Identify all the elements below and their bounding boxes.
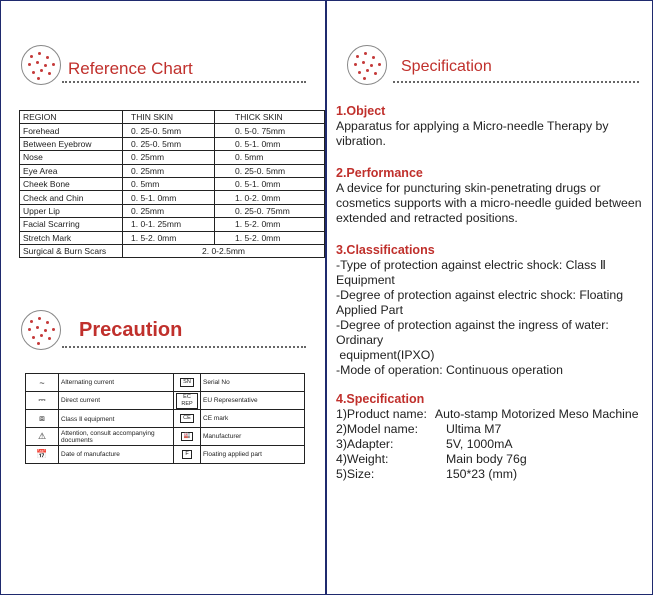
spec-key: 5)Size:	[336, 467, 375, 481]
symbol-table	[25, 373, 305, 464]
region-cell: Between Eyebrow	[20, 137, 123, 150]
spec-value: Auto-stamp Motorized Meso Machine	[434, 407, 639, 421]
symbol-box-label: 🏭	[181, 432, 194, 441]
table-row	[20, 177, 325, 190]
symbol-box-label: F	[182, 450, 191, 459]
reference-chart-title: Reference Chart	[68, 59, 193, 78]
symbol-label: Manufacturer	[201, 428, 305, 446]
thick-skin-cell: 1. 5-2. 0mm	[215, 218, 325, 231]
object-text: Apparatus for applying a Micro-needle Therapy by vibration.	[336, 119, 609, 148]
thin-skin-cell: 0. 5-1. 0mm	[123, 191, 215, 204]
performance-text: A device for puncturing skin-penetrating drugs or cosmetics supports with a micro-needle guided between extended and retracted positions.	[336, 181, 642, 225]
symbol-box-label: SN	[180, 378, 194, 387]
table-row	[20, 164, 325, 177]
thick-skin-cell: 0. 5-0. 75mm	[215, 124, 325, 137]
thick-skin-cell: 0. 25-0. 75mm	[215, 204, 325, 217]
thin-skin-cell: 1. 5-2. 0mm	[123, 231, 215, 244]
table-header-row	[20, 111, 325, 124]
symbol-label: Attention, consult accompanying documents	[59, 428, 174, 446]
spec-row	[336, 452, 646, 467]
symbol-label: Date of manufacture	[59, 446, 174, 464]
table-row	[20, 231, 325, 244]
region-cell: Eye Area	[20, 164, 123, 177]
symbol-icon	[174, 428, 201, 446]
table-row	[20, 137, 325, 150]
spec-value: Ultima M7	[446, 422, 502, 436]
spec-row	[336, 467, 646, 482]
table-row	[20, 124, 325, 137]
microneedle-dots-icon	[21, 310, 61, 350]
region-cell: Forehead	[20, 124, 123, 137]
symbol-icon: ⎓	[26, 392, 59, 410]
specification-heading: 4.Specification	[336, 392, 425, 406]
thin-skin-cell: 0. 5mm	[123, 177, 215, 190]
reference-table	[19, 110, 325, 258]
region-cell: Check and Chin	[20, 191, 123, 204]
symbol-label: EU Representative	[201, 392, 305, 410]
table-row	[20, 151, 325, 164]
spec-row	[336, 422, 646, 437]
thick-skin-cell: 1. 5-2. 0mm	[215, 231, 325, 244]
spec-key: 2)Model name:	[336, 422, 419, 436]
symbol-label: Class Ⅱ equipment	[59, 410, 174, 428]
header-cell: THICK SKIN	[215, 111, 325, 124]
object-heading: 1.Object	[336, 104, 386, 118]
symbol-row	[26, 374, 305, 392]
symbol-row	[26, 410, 305, 428]
symbol-label: Direct current	[59, 392, 174, 410]
class-line: -Type of protection against electric shock: Class Ⅱ Equipment	[336, 258, 606, 287]
spec-row	[336, 437, 646, 452]
region-cell: Upper Lip	[20, 204, 123, 217]
symbol-label: CE mark	[201, 410, 305, 428]
spec-value: 150*23 (mm)	[446, 467, 518, 481]
symbol-icon	[174, 392, 201, 410]
region-cell: Cheek Bone	[20, 177, 123, 190]
symbol-row	[26, 392, 305, 410]
classifications-section	[336, 243, 646, 378]
symbol-icon	[174, 410, 201, 428]
thick-skin-cell: 0. 5-1. 0mm	[215, 137, 325, 150]
symbol-icon	[174, 446, 201, 464]
symbol-box-label: CE	[180, 414, 194, 423]
thin-skin-cell: 0. 25mm	[123, 164, 215, 177]
symbol-icon: ~	[26, 374, 59, 392]
thick-skin-cell: 0. 25-0. 5mm	[215, 164, 325, 177]
symbol-icon: ⚠	[26, 428, 59, 446]
spec-value: Main body 76g	[446, 452, 527, 466]
symbol-row	[26, 446, 305, 464]
title-underline	[62, 346, 306, 348]
thin-skin-cell: 0. 25-0. 5mm	[123, 137, 215, 150]
spec-value: 5V, 1000mA	[446, 437, 513, 451]
thick-skin-cell: 0. 5-1. 0mm	[215, 177, 325, 190]
class-line: -Degree of protection against electric shock: Floating Applied Part	[336, 288, 624, 317]
object-section	[336, 104, 646, 149]
symbol-label: Alternating current	[59, 374, 174, 392]
class-line: -Mode of operation: Continuous operation	[336, 363, 563, 377]
thick-skin-cell: 0. 5mm	[215, 151, 325, 164]
region-cell: Nose	[20, 151, 123, 164]
right-panel	[327, 0, 653, 595]
table-row	[20, 204, 325, 217]
precaution-title: Precaution	[79, 319, 183, 341]
table-row	[20, 191, 325, 204]
thin-skin-cell: 1. 0-1. 25mm	[123, 218, 215, 231]
table-row	[20, 218, 325, 231]
title-underline	[393, 81, 639, 83]
performance-heading: 2.Performance	[336, 166, 423, 180]
classifications-heading: 3.Classifications	[336, 243, 435, 257]
thin-skin-cell: 0. 25mm	[123, 151, 215, 164]
symbol-icon	[174, 374, 201, 392]
spec-key: 1)Product name:	[336, 407, 427, 421]
performance-section	[336, 166, 646, 226]
thin-skin-cell: 0. 25mm	[123, 204, 215, 217]
header-cell: REGION	[20, 111, 123, 124]
spec-row	[336, 407, 646, 422]
region-cell: Stretch Mark	[20, 231, 123, 244]
title-underline	[62, 81, 306, 83]
thin-skin-cell: 0. 25-0. 5mm	[123, 124, 215, 137]
microneedle-dots-icon	[347, 45, 387, 85]
thick-skin-cell: 1. 0-2. 0mm	[215, 191, 325, 204]
specification-section	[336, 392, 646, 482]
spec-key: 3)Adapter:	[336, 437, 394, 451]
symbol-icon: ⧈	[26, 410, 59, 428]
symbol-label: Serial No	[201, 374, 305, 392]
specification-title: Specification	[401, 58, 492, 75]
region-cell: Facial Scarring	[20, 218, 123, 231]
depth-cell: 2. 0-2.5mm	[123, 244, 325, 257]
symbol-row	[26, 428, 305, 446]
symbol-box-label: EC REP	[176, 393, 198, 409]
spec-key: 4)Weight:	[336, 452, 389, 466]
class-line: -Degree of protection against the ingress of water: Ordinary	[336, 318, 609, 347]
header-cell: THIN SKIN	[123, 111, 215, 124]
region-cell: Surgical & Burn Scars	[20, 244, 123, 257]
symbol-icon: 📅	[26, 446, 59, 464]
microneedle-dots-icon	[21, 45, 61, 85]
left-panel	[0, 0, 325, 595]
symbol-label: Floating applied part	[201, 446, 305, 464]
class-line: equipment(IPXO)	[336, 348, 435, 362]
table-row	[20, 244, 325, 257]
